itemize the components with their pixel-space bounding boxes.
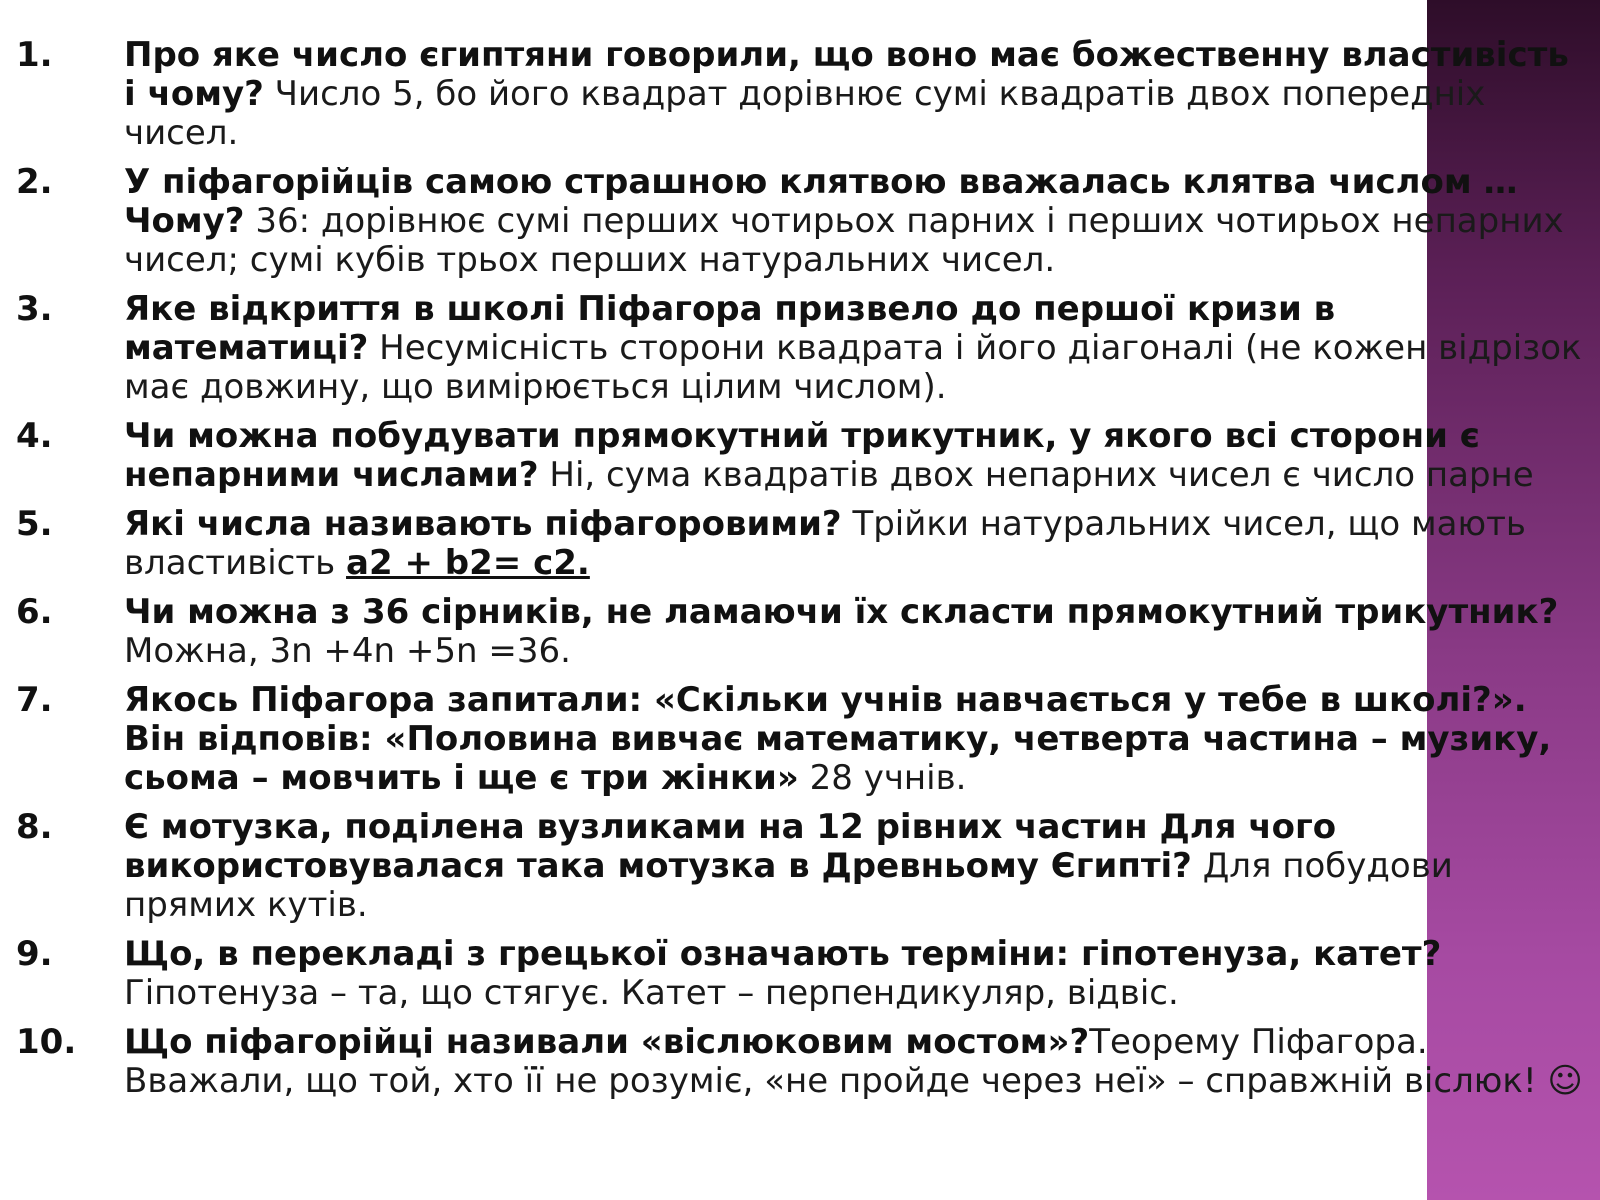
- answer-text: Для побудови прямих кутів.: [124, 846, 1453, 925]
- question-item-10: [16, 1023, 1586, 1101]
- question-number: 10.: [16, 1022, 77, 1062]
- question-item-3: [16, 290, 1586, 407]
- formula-text: a2 + b2= c2.: [346, 543, 590, 583]
- question-item-7: [16, 681, 1586, 798]
- question-text: Які числа називають піфагоровими?: [124, 504, 842, 544]
- question-number: 8.: [16, 807, 53, 847]
- question-text: Якось Піфагора запитали: «Скільки учнів навчається у тебе в школі?». Він відповів: «Половина вивчає математику, четверта частина – музику, сьома – мовчить і ще є три жінки»: [124, 680, 1552, 798]
- question-item-6: [16, 593, 1586, 671]
- question-list: [16, 36, 1586, 1111]
- question-number: 4.: [16, 416, 53, 456]
- answer-text: Ні, сума квадратів двох непарних чисел є число парне: [538, 455, 1534, 495]
- question-number: 9.: [16, 934, 53, 974]
- question-item-4: [16, 417, 1586, 495]
- answer-text: 28 учнів.: [798, 758, 967, 798]
- question-number: 2.: [16, 162, 53, 202]
- answer-text: Гіпотенуза – та, що стягує. Катет – перпендикуляр, відвіс.: [124, 973, 1179, 1013]
- question-text: Чи можна з 36 сірників, не ламаючи їх скласти прямокутний трикутник?: [124, 592, 1559, 632]
- question-text: Яке відкриття в школі Піфагора призвело до першої кризи в математиці?: [124, 289, 1336, 368]
- answer-text: Число 5, бо його квадрат дорівнює сумі квадратів двох попередніх чисел.: [124, 74, 1486, 153]
- question-item-5: [16, 505, 1586, 583]
- question-text: Є мотузка, поділена вузликами на 12 рівних частин Для чого використовувалася така мотузка в Древньому Єгипті?: [124, 807, 1337, 886]
- answer-text: Несумісність сторони квадрата і його діагоналі (не кожен відрізок має довжину, що вимірюється цілим числом).: [124, 328, 1582, 407]
- question-item-8: [16, 808, 1586, 925]
- question-item-1: [16, 36, 1586, 153]
- answer-text: Можна, 3n +4n +5n =36.: [124, 631, 571, 671]
- question-number: 5.: [16, 504, 53, 544]
- answer-text: Трійки натуральних чисел, що мають властивість: [124, 504, 1526, 583]
- question-number: 1.: [16, 35, 53, 75]
- question-number: 7.: [16, 680, 53, 720]
- question-text: Про яке число єгиптяни говорили, що воно має божественну властивість і чому?: [124, 35, 1569, 114]
- question-text: Що, в перекладі з грецької означають терміни: гіпотенуза, катет?: [124, 934, 1442, 974]
- question-number: 6.: [16, 592, 53, 632]
- question-item-2: [16, 163, 1586, 280]
- question-number: 3.: [16, 289, 53, 329]
- answer-text: 36: дорівнює сумі перших чотирьох парних і перших чотирьох непарних чисел; сумі кубів трьох перших натуральних чисел.: [124, 201, 1564, 280]
- answer-text: Теорему Піфагора. Вважали, що той, хто її не розуміє, «не пройде через неї» – справжній віслюк! ☺: [124, 1022, 1583, 1101]
- question-item-9: [16, 935, 1586, 1013]
- question-text: У піфагорійців самою страшною клятвою вважалась клятва числом … Чому?: [124, 162, 1518, 241]
- question-text: Чи можна побудувати прямокутний трикутник, у якого всі сторони є непарними числами?: [124, 416, 1480, 495]
- question-text: Що піфагорійці називали «віслюковим мостом»?: [124, 1022, 1090, 1062]
